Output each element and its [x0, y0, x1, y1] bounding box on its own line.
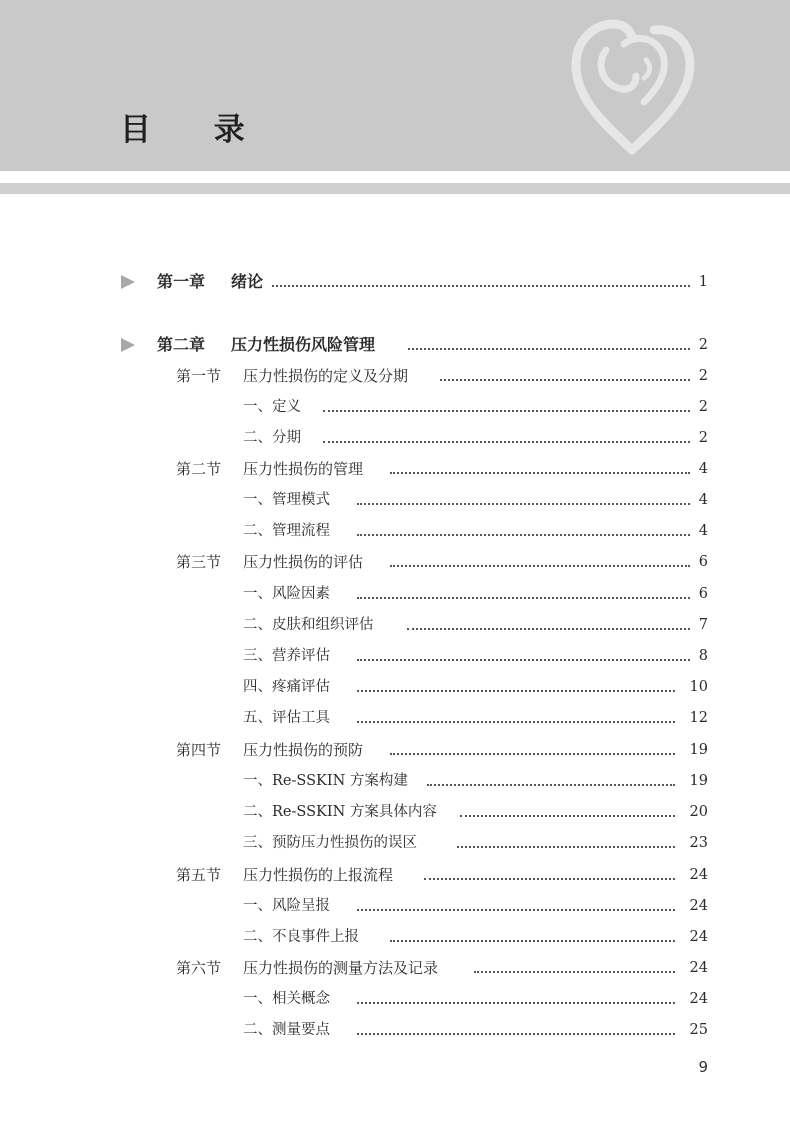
toc-page: 2 [698, 399, 708, 415]
toc-item[interactable] [0, 894, 790, 918]
toc-title: 压力性损伤风险管理 [231, 335, 376, 354]
dot-leader [474, 971, 675, 973]
toc-page: 2 [698, 337, 708, 353]
toc-section[interactable] [0, 956, 790, 980]
toc-title: 一、管理模式 [243, 492, 330, 508]
toc-item[interactable] [0, 831, 790, 855]
heart-logo-icon [566, 10, 700, 160]
toc-chapter-1[interactable] [0, 270, 790, 294]
toc-item[interactable] [0, 582, 790, 606]
toc-title: 绪论 [231, 272, 264, 291]
dot-leader [357, 721, 675, 723]
toc-item[interactable] [0, 488, 790, 512]
toc-item[interactable] [0, 519, 790, 543]
toc-title: 压力性损伤的上报流程 [243, 866, 394, 884]
toc-page: 19 [689, 742, 708, 758]
dot-leader [408, 348, 690, 350]
toc-title: 压力性损伤的评估 [243, 553, 364, 571]
dot-leader [390, 565, 690, 567]
toc-item[interactable] [0, 613, 790, 637]
toc-item[interactable] [0, 987, 790, 1011]
toc-title: 二、不良事件上报 [243, 929, 359, 945]
dot-leader [272, 285, 690, 287]
toc-title: 二、Re-SSKIN 方案具体内容 [243, 804, 437, 820]
toc-page: 7 [698, 617, 708, 633]
toc-number: 第三节 [176, 553, 222, 571]
triangle-bullet-icon [121, 275, 135, 289]
toc-page: 24 [689, 960, 708, 976]
dot-leader [460, 815, 675, 817]
toc-title: 压力性损伤的管理 [243, 460, 364, 478]
toc-title: 二、管理流程 [243, 523, 330, 539]
toc-number: 第五节 [176, 866, 222, 884]
toc-number: 第四节 [176, 741, 222, 759]
toc-item[interactable] [0, 925, 790, 949]
toc-item[interactable] [0, 1018, 790, 1042]
toc-page: 24 [689, 929, 708, 945]
toc-page: 20 [689, 804, 708, 820]
page-title: 目 录 [120, 112, 271, 148]
toc-section[interactable] [0, 550, 790, 574]
toc-title: 五、评估工具 [243, 710, 330, 726]
toc-page: 4 [698, 461, 708, 477]
toc-page: 12 [689, 710, 708, 726]
dot-leader [440, 379, 690, 381]
toc-section[interactable] [0, 457, 790, 481]
dot-leader [357, 1033, 675, 1035]
toc-page: 24 [689, 898, 708, 914]
toc-page: 19 [689, 773, 708, 789]
page-number: 9 [698, 1058, 708, 1076]
toc-title: 二、分期 [243, 430, 301, 446]
toc-page: 10 [689, 679, 708, 695]
toc-item[interactable] [0, 769, 790, 793]
toc-title: 一、定义 [243, 399, 301, 415]
toc-page: 23 [689, 835, 708, 851]
dot-leader [357, 1002, 675, 1004]
dot-leader [357, 690, 675, 692]
dot-leader [424, 878, 675, 880]
toc-number: 第一章 [157, 272, 206, 291]
toc-title: 一、相关概念 [243, 991, 330, 1007]
toc-section[interactable] [0, 738, 790, 762]
toc-title: 压力性损伤的测量方法及记录 [243, 959, 439, 977]
toc-page: 24 [689, 867, 708, 883]
toc-title: 一、风险呈报 [243, 898, 330, 914]
toc-title: 压力性损伤的预防 [243, 741, 364, 759]
toc-title: 二、测量要点 [243, 1022, 330, 1038]
dot-leader [390, 753, 675, 755]
dot-leader [390, 940, 675, 942]
toc-title: 二、皮肤和组织评估 [243, 617, 374, 633]
dot-leader [407, 628, 690, 630]
toc-item[interactable] [0, 706, 790, 730]
dot-leader [427, 784, 675, 786]
toc-number: 第二章 [157, 335, 206, 354]
toc-page: 8 [698, 648, 708, 664]
toc-title: 三、营养评估 [243, 648, 330, 664]
dot-leader [390, 472, 690, 474]
toc-section[interactable] [0, 863, 790, 887]
dot-leader [357, 597, 690, 599]
toc-page: 4 [698, 492, 708, 508]
dot-leader [457, 846, 675, 848]
toc-title: 四、疼痛评估 [243, 679, 330, 695]
dot-leader [357, 659, 690, 661]
triangle-bullet-icon [121, 338, 135, 352]
dot-leader [357, 909, 675, 911]
toc-page: 4 [698, 523, 708, 539]
toc-title: 一、Re-SSKIN 方案构建 [243, 773, 408, 789]
toc-item[interactable] [0, 644, 790, 668]
toc-number: 第一节 [176, 367, 222, 385]
header-stripe [0, 183, 790, 194]
toc-chapter-2[interactable] [0, 333, 790, 357]
toc-item[interactable] [0, 395, 790, 419]
toc-item[interactable] [0, 675, 790, 699]
dot-leader [357, 503, 690, 505]
toc-section[interactable] [0, 364, 790, 388]
toc-page: 24 [689, 991, 708, 1007]
toc-number: 第六节 [176, 959, 222, 977]
toc-page: 2 [698, 430, 708, 446]
toc-page: 25 [689, 1022, 708, 1038]
toc-title: 压力性损伤的定义及分期 [243, 367, 409, 385]
dot-leader [323, 441, 690, 443]
toc-page: 1 [698, 274, 708, 290]
toc-item[interactable] [0, 800, 790, 824]
dot-leader [323, 410, 690, 412]
toc-page: 6 [698, 586, 708, 602]
toc-title: 一、风险因素 [243, 586, 330, 602]
toc-item[interactable] [0, 426, 790, 450]
toc-page: 2 [698, 368, 708, 384]
dot-leader [357, 534, 690, 536]
toc-title: 三、预防压力性损伤的误区 [243, 835, 417, 851]
toc-number: 第二节 [176, 460, 222, 478]
toc-page: 6 [698, 554, 708, 570]
